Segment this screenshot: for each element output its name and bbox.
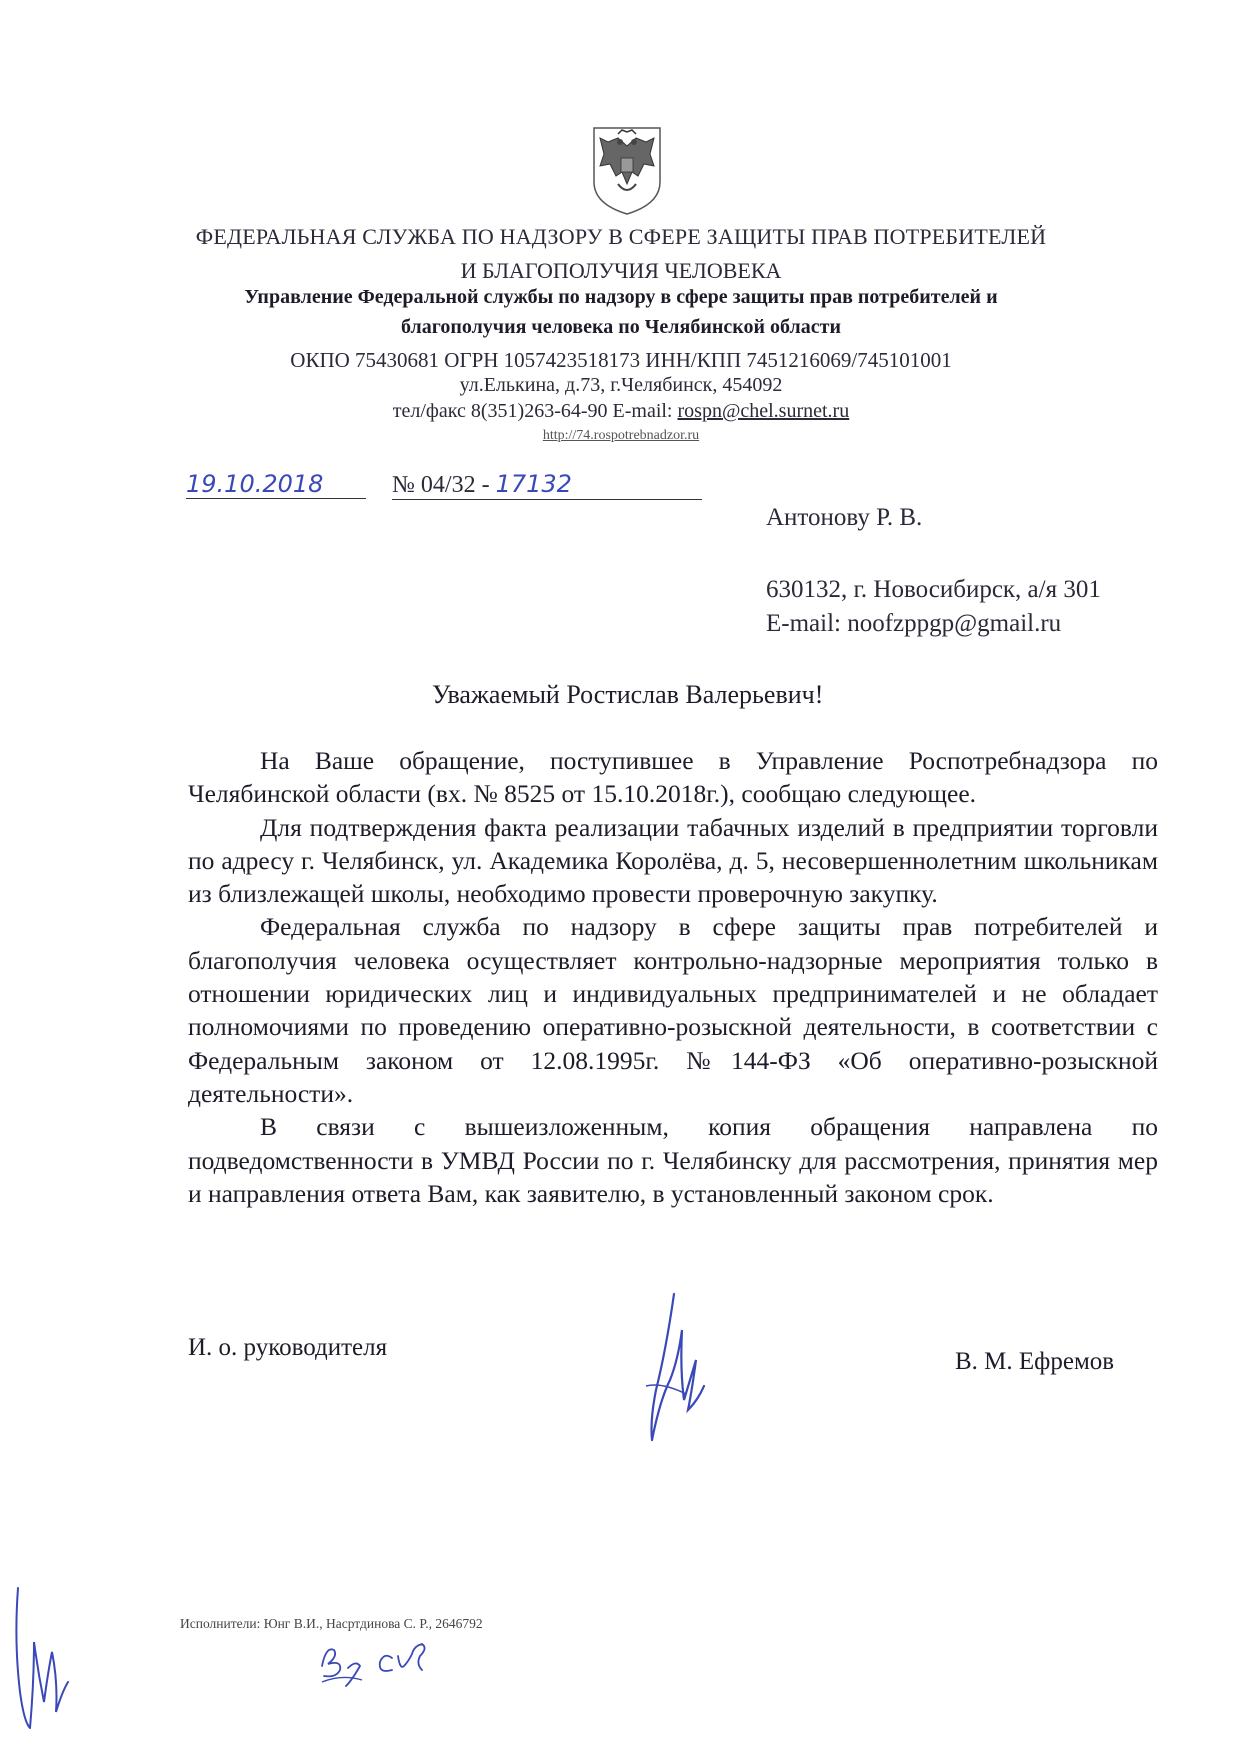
margin-handwritten-mark: [4, 1582, 74, 1732]
agency-contacts: [0, 400, 1242, 423]
coat-of-arms-icon: [588, 124, 666, 216]
contact-prefix: тел/факс 8(351)263-64-90 E-mail:: [392, 400, 678, 422]
letter-date: 19.10.2018: [186, 470, 366, 499]
website-link-text[interactable]: http://74.rospotrebnadzor.ru: [542, 428, 700, 443]
recipient-address: 630132, г. Новосибирск, а/я 301: [766, 576, 1101, 603]
agency-website-link[interactable]: [0, 428, 1242, 444]
department-line1: Управление Федеральной службы по надзору в сфере защиты прав потребителей и: [244, 286, 998, 308]
recipient-email: E-mail: noofzppgp@gmail.ru: [766, 610, 1062, 637]
agency-title-line2: И БЛАГОПОЛУЧИЯ ЧЕЛОВЕКА: [460, 258, 782, 283]
department-line2: благополучия человека по Челябинской области: [401, 316, 841, 338]
paragraph: На Ваше обращение, поступившее в Управление Роспотребнадзора по Челябинской области (вх. № 8525 от 15.10.2018г.), сообщаю следующее.: [188, 746, 1158, 809]
paragraph: Для подтверждения факта реализации табачных изделий в предприятии торговли по адресу г. Челябинск, ул. Академика Королёва, д. 5, несовершеннолетним школьникам из близлежащей школы, необходимо провести проверочную закупку.: [188, 812, 1158, 909]
paragraph: В связи с вышеизложенным, копия обращения направлена по подведомственности в УМВД России по г. Челябинску для рассмотрения, принятия мер и направления ответа Вам, как заявителю, в установленный законом срок.: [188, 1112, 1158, 1208]
registration-line: [186, 470, 702, 500]
recipient-name: Антонову Р. В.: [766, 504, 923, 531]
executors-line: Исполнители: Юнг В.И., Насртдинова С. Р., 2646792: [180, 1616, 483, 1631]
salutation: Уважаемый Ростислав Валерьевич!: [432, 680, 824, 709]
agency-email-link[interactable]: rospn@chel.surnet.ru: [677, 400, 850, 422]
handwritten-initials: [312, 1636, 482, 1692]
letter-number-prefix: № 04/32 -: [392, 472, 490, 498]
letter-body: [188, 744, 1158, 1210]
letter-number-handwritten: 17132: [495, 470, 572, 498]
paragraph: Федеральная служба по надзору в сфере защиты прав потребителей и благополучия человека осуществляет контрольно-надзорные мероприятия только в отношении юридических лиц и индивидуальных предпринимателей и не обладает полномочиями по проведению оперативно-розыскной деятельности, в соответствии с Федеральным законом от 12.08.1995г. №144-ФЗ «Об оперативно-розыскной деятельности».: [188, 912, 1158, 1108]
letter-number: [392, 470, 702, 500]
handwritten-signature: [626, 1290, 716, 1460]
signatory-name: В. М. Ефремов: [955, 1348, 1115, 1375]
registration-codes: ОКПО 75430681 ОГРН 1057423518173 ИНН/КПП 7451216069/745101001: [290, 348, 952, 372]
signatory-role: И. о. руководителя: [188, 1334, 388, 1361]
agency-address: ул.Елькина, д.73, г.Челябинск, 454092: [459, 374, 783, 396]
agency-title-line1: ФЕДЕРАЛЬНАЯ СЛУЖБА ПО НАДЗОРУ В СФЕРЕ ЗАЩИТЫ ПРАВ ПОТРЕБИТЕЛЕЙ: [195, 224, 1047, 249]
